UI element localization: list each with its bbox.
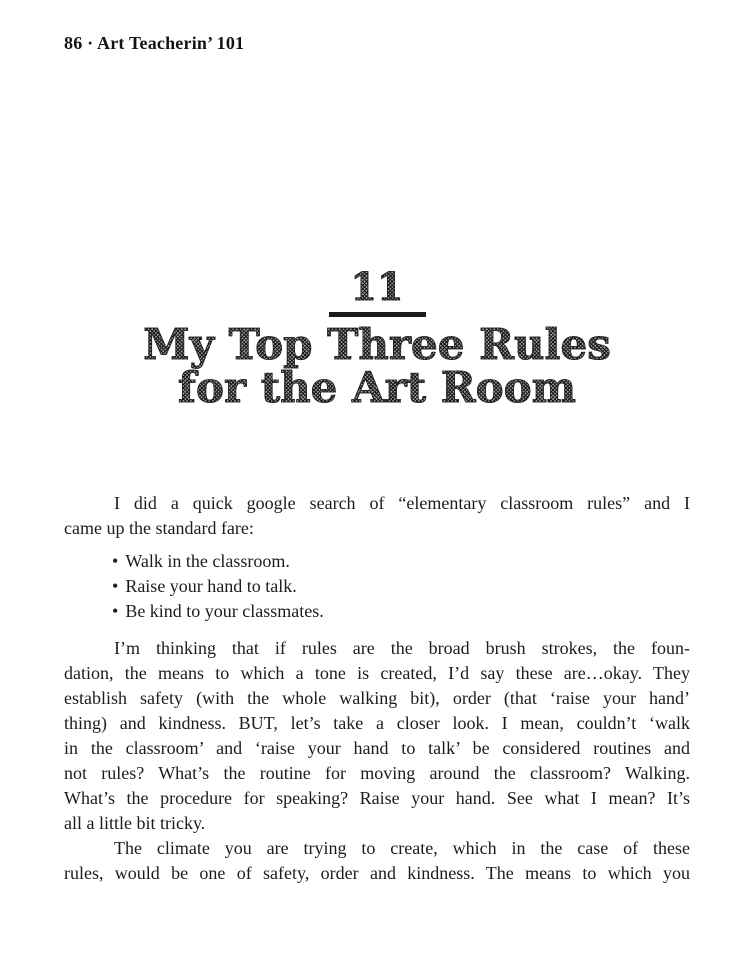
chapter-title-line-2: for the Art Room — [177, 363, 577, 412]
paragraph-line: dation, the means to which a tone is created, I’d say these are…okay. They — [64, 663, 690, 683]
paragraph-intro — [64, 491, 690, 541]
paragraph-analysis — [64, 636, 690, 836]
list-item-text: Walk in the classroom. — [125, 551, 290, 571]
running-header: 86 · Art Teacherin’ 101 — [64, 33, 245, 53]
list-item-text: Be kind to your classmates. — [125, 601, 324, 621]
paragraph-line: rules, would be one of safety, order and kindness. The means to which you — [64, 863, 690, 883]
chapter-title — [64, 320, 690, 412]
chapter-title-line-1: My Top Three Rules — [143, 320, 611, 369]
list-item — [112, 599, 690, 624]
paragraph-line: all a little bit tricky. — [64, 813, 206, 833]
bullet-marker: • — [112, 551, 119, 571]
paragraph-line: The climate you are trying to create, which in the case of these — [114, 838, 690, 858]
paragraph-line: What’s the procedure for speaking? Raise your hand. See what I mean? It’s — [64, 788, 690, 808]
paragraph-line: in the classroom’ and ‘raise your hand to talk’ be considered routines and — [64, 738, 690, 758]
list-item — [112, 549, 690, 574]
paragraph-line: I’m thinking that if rules are the broad brush strokes, the foun- — [114, 638, 690, 658]
paragraph-climate — [64, 836, 690, 886]
list-item-text: Raise your hand to talk. — [125, 576, 297, 596]
body-text — [64, 491, 690, 886]
chapter-rule-divider — [329, 312, 426, 317]
list-item — [112, 574, 690, 599]
bullet-marker: • — [112, 576, 119, 596]
paragraph-line: thing) and kindness. BUT, let’s take a closer look. I mean, couldn’t ‘walk — [64, 713, 690, 733]
paragraph-line: came up the standard fare: — [64, 518, 254, 538]
rules-bullet-list — [64, 549, 690, 624]
bullet-marker: • — [112, 601, 119, 621]
paragraph-line: I did a quick google search of “elementary classroom rules” and I — [114, 493, 690, 513]
chapter-number: 11 — [64, 267, 690, 307]
paragraph-line: establish safety (with the whole walking bit), order (that ‘raise your hand’ — [64, 688, 690, 708]
page-content — [64, 0, 690, 886]
paragraph-line: not rules? What’s the routine for moving around the classroom? Walking. — [64, 763, 690, 783]
